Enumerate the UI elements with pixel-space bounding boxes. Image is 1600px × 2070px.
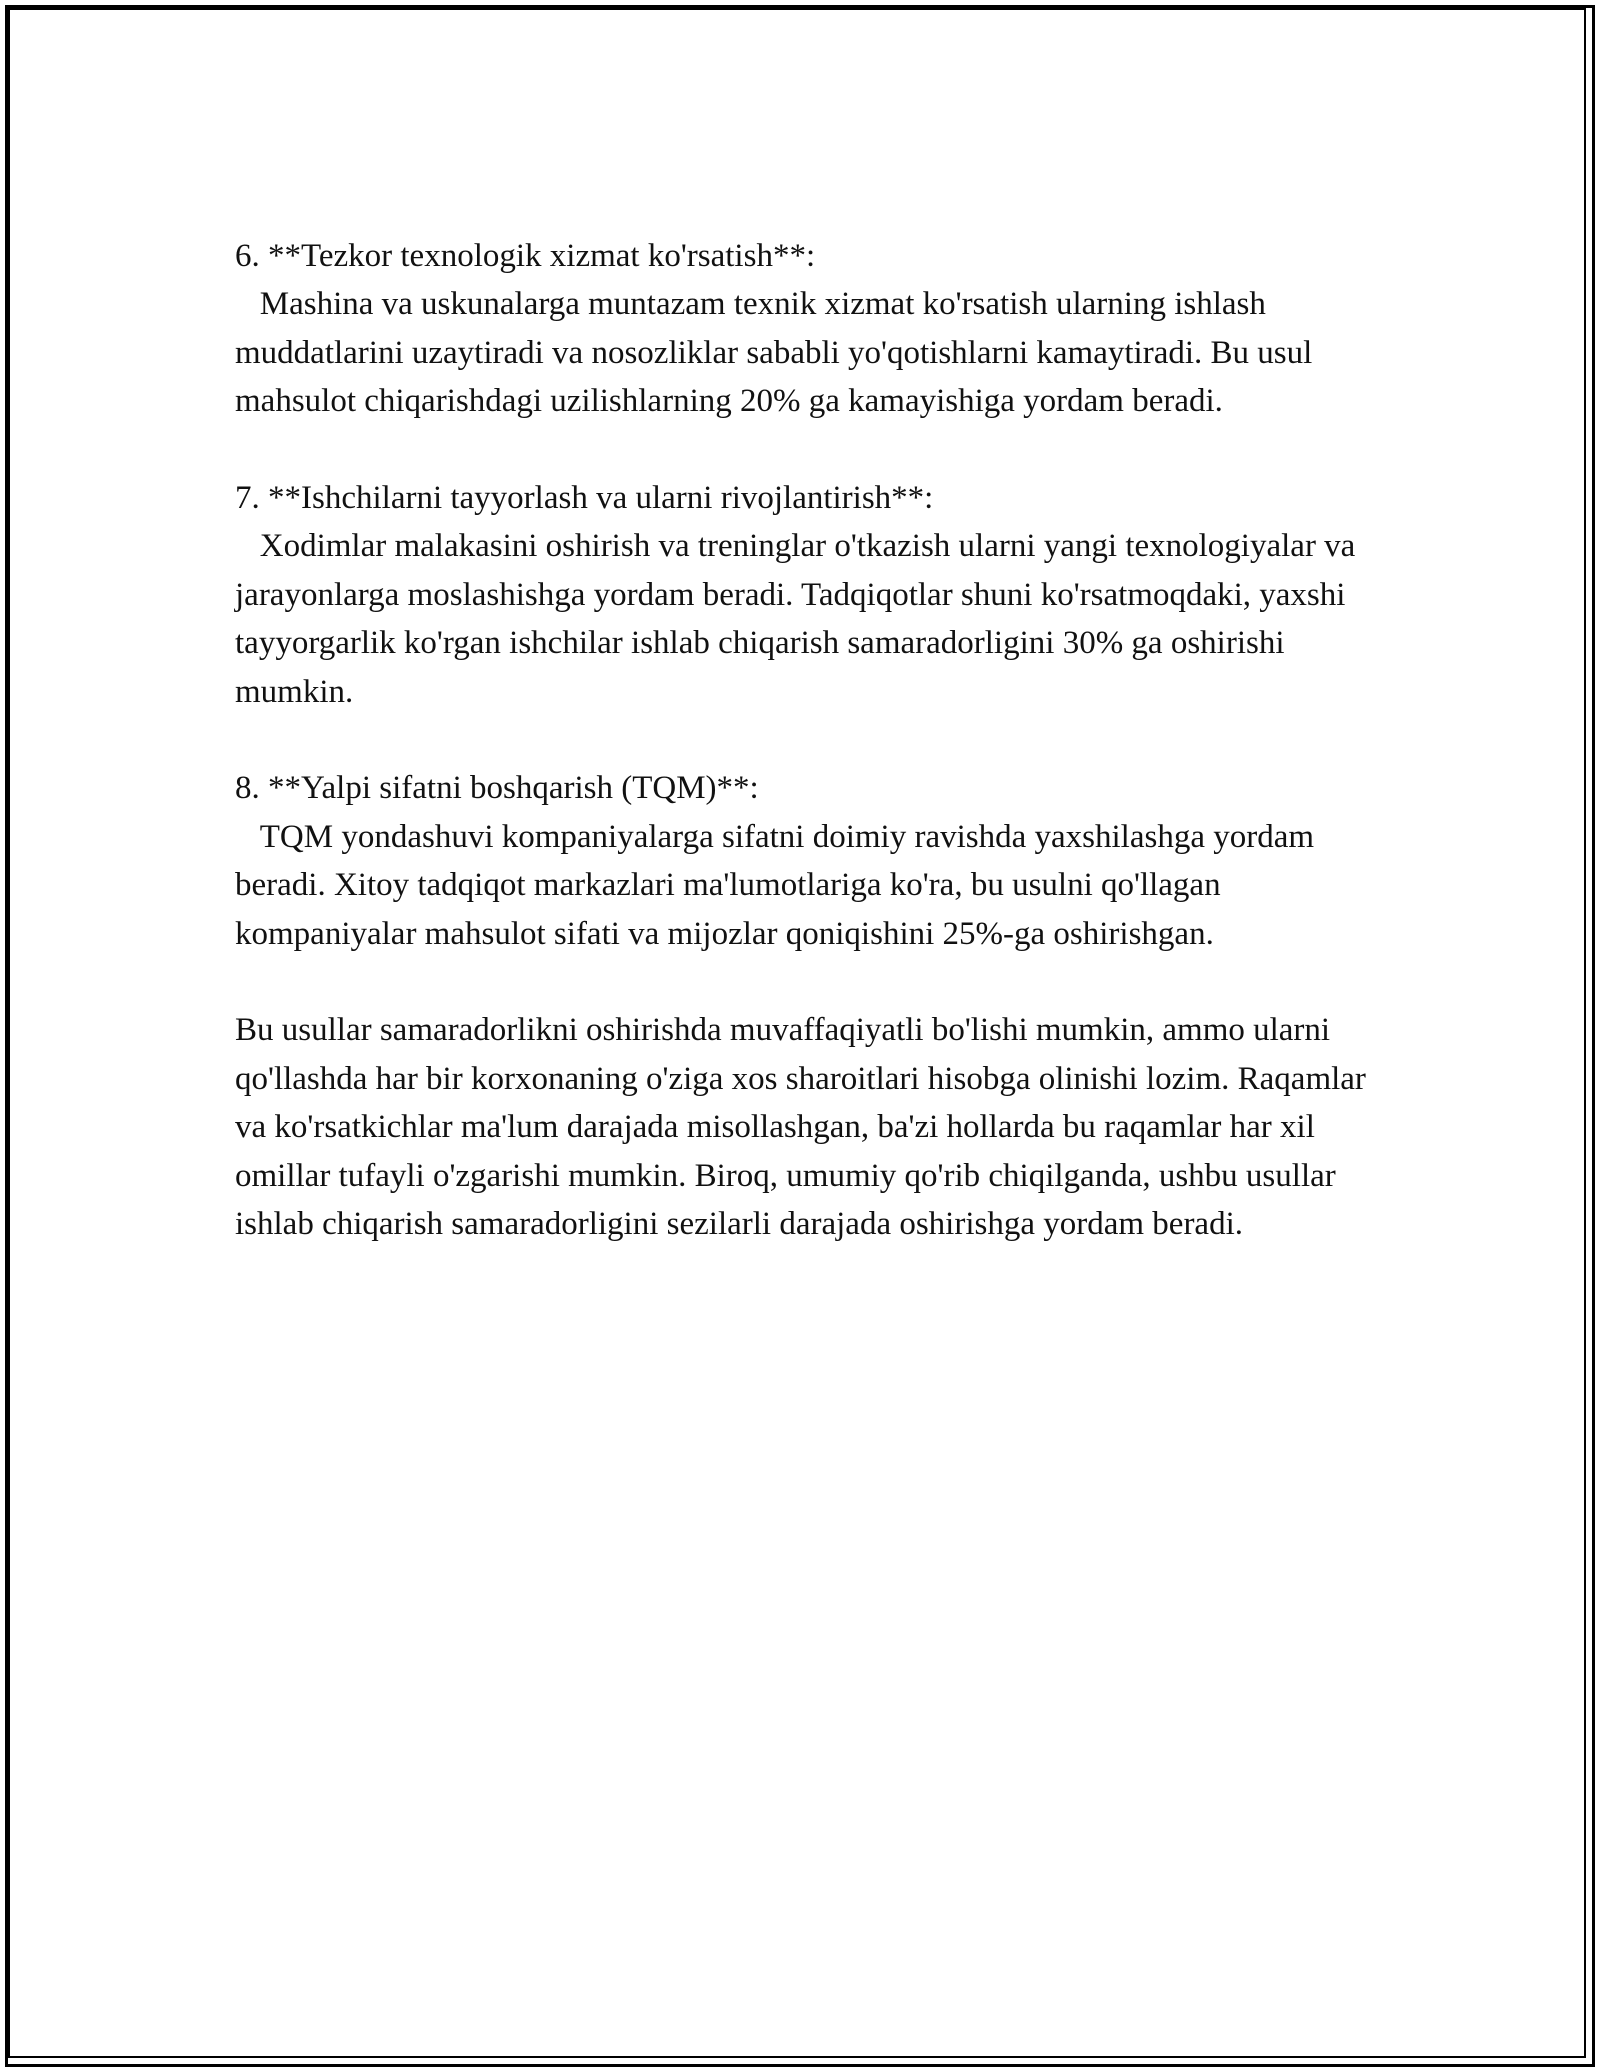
section-body: Mashina va uskunalarga muntazam texnik xizmat ko'rsatish ularning ishlash muddatlarini uzaytiradi va nosozliklar sababli yo'qotishlarni kamaytiradi. Bu usul mahsulot chiqarishdagi uzilishlarning 20% ga kamayishiga yordam beradi. (235, 286, 1321, 420)
section-heading: 7. **Ishchilarni tayyorlash va ularni rivojlantirish**: (235, 480, 934, 517)
conclusion-paragraph: Bu usullar samaradorlikni oshirishda muvaffaqiyatli bo'lishi mumkin, ammo ularni qo'llashda har bir korxonaning o'ziga xos sharoitlari hisobga olinishi lozim. Raqamlar va ko'rsatkichlar ma'lum darajada misollashgan, ba'zi hollarda bu raqamlar har xil omillar tufayli o'zgarishi mumkin. Biroq, umumiy qo'rib chiqilganda, ushbu usullar ishlab chiqarish samaradorligini sezilarli darajada oshirishga yordam beradi. (235, 1012, 1366, 1243)
section-heading: 6. **Tezkor texnologik xizmat ko'rsatish**: (235, 238, 816, 274)
section-tqm (235, 764, 1375, 958)
section-training (235, 474, 1375, 716)
section-body: Xodimlar malakasini oshirish va treninglar o'tkazish ularni yangi texnologiyalar va jarayonlarga moslashishga yordam beradi. Tadqiqotlar shuni ko'rsatmoqdaki, yaxshi tayyorgarlik ko'rgan ishchilar ishlab chiqarish samaradorligini 30% ga oshirishi mumkin. (235, 528, 1364, 710)
document-body (235, 232, 1375, 1248)
section-maintenance (235, 232, 1375, 426)
section-body: TQM yondashuvi kompaniyalarga sifatni doimiy ravishda yaxshilashga yordam beradi. Xitoy tadqiqot markazlari ma'lumotlariga ko'ra, bu usulni qo'llagan kompaniyalar mahsulot sifati va mijozlar qoniqishini 25%-ga oshirishgan. (235, 818, 1323, 952)
section-heading: 8. **Yalpi sifatni boshqarish (TQM)**: (235, 770, 759, 807)
